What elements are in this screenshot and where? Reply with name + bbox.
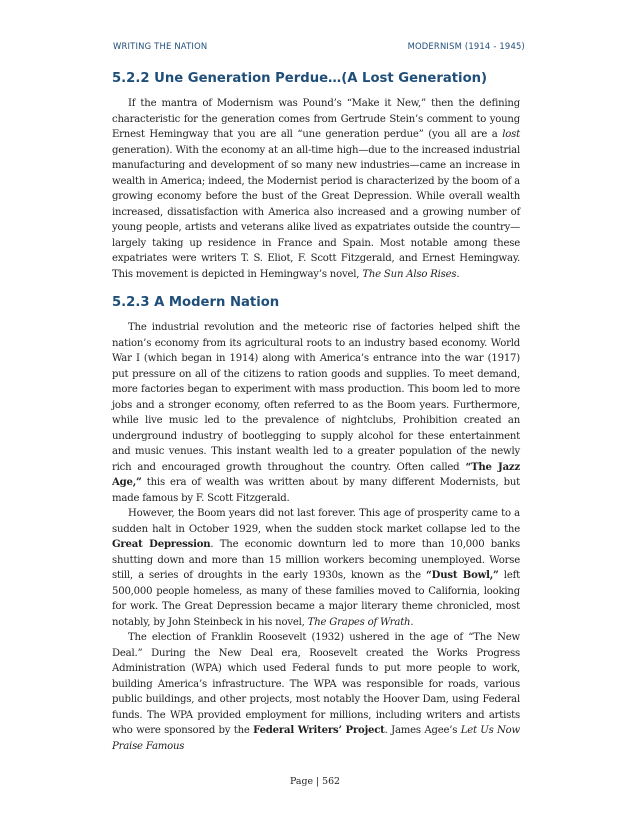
term-federal-writers-project: Federal Writers’ Project <box>253 725 385 736</box>
book-title-let-us-now-praise: Let Us Now Praise Famous <box>112 725 521 752</box>
term-great-depression: Great Depression <box>112 539 211 550</box>
section-heading-lost-generation: 5.2.2 Une Generation Perdue…(A Lost Generation) <box>112 71 488 86</box>
page-body <box>112 70 520 754</box>
book-title-sun-also-rises: The Sun Also Rises <box>362 268 457 280</box>
text-run: this era of wealth was written about by many different Modernists, but made famous by F. Scott Fitzgerald. <box>112 477 520 504</box>
paragraph-great-depression <box>112 506 520 630</box>
paragraph-lost-generation <box>112 96 520 282</box>
text-run: However, the Boom years did not last forever. This age of prosperity came to a sudden halt in October 1929, when the sudden stock market collapse led to the <box>112 508 520 535</box>
paragraph-industrial-revolution <box>112 320 520 506</box>
term-jazz-age: “The Jazz Age,” <box>112 461 520 488</box>
text-run: . James Agee’s <box>384 725 461 736</box>
term-dust-bowl: “Dust Bowl,” <box>426 570 499 581</box>
text-run: . <box>410 616 414 628</box>
text-run: left 500,000 people homeless, as many of these families moved to California, looking for work. The Great Depression became a major literary theme chronicled, most notably, by John Steinbeck in his novel, <box>112 570 521 628</box>
text-run: If the mantra of Modernism was Pound’s “Make it New,” then the defining characteristic for the generation comes from Gertrude Stein’s comment to young Ernest Hemingway that you are all “une generation perdue” (you all are a <box>112 98 520 140</box>
emphasis-lost: lost <box>502 129 520 140</box>
page-number: Page | 562 <box>289 776 341 787</box>
text-run: . <box>456 268 460 280</box>
text-run: The industrial revolution and the meteoric rise of factories helped shift the nation’s economy from its agricultural roots to an industry based economy. World War I (which began in 1914) along with America’s entrance into the war (1917) put pressure on all of the citizens to ration goods and supplies. To meet demand, more factories began to experiment with mass production. This boom led to more jobs and a stronger economy, often referred to as the Boom years. Furthermore, while live music led to the prevalence of nightclubs, Prohibition created an underground industry of bootlegging to supply alcohol for these entertainment and music venues. This instant wealth led to a greater population of the newly rich and encouraged growth throughout the country. Often called <box>112 322 520 473</box>
text-run: generation). With the economy at an all-time high—due to the increased industrial manufacturing and development of so many new industries—came an increase in wealth in America; indeed, the Modernist period is characterized by the boom of a growing economy before the bust of the Great Depression. While overall wealth increased, dissatisfaction with America also increased and a growing number of young people, artists and veterans alike lived as expatriates outside the country—largely taking up residence in France and Spain. Most notable among these expatriates were writers T. S. Eliot, F. Scott Fitzgerald, and Ernest Hemingway. This movement is depicted in Hemingway’s novel, <box>112 144 520 280</box>
paragraph-new-deal <box>112 630 520 754</box>
header-chapter-title: MODERNISM (1914 - 1945) <box>407 41 525 51</box>
text-run: The election of Franklin Roosevelt (1932) ushered in the age of “The New Deal.” During the New Deal era, Roosevelt created the Works Progress Administration (WPA) which used Federal funds to put more people to work, building America’s infrastructure. The WPA was responsible for roads, various public buildings, and other projects, most notably the Hoover Dam, using Federal funds. The WPA provided employment for millions, including writers and artists who were sponsored by the <box>112 632 520 736</box>
book-title-grapes-of-wrath: The Grapes of Wrath <box>307 616 411 628</box>
text-run: . The economic downturn led to more than 10,000 banks shutting down and more than 15 million workers becoming unemployed. Worse still, a series of droughts in the early 1930s, known as the <box>112 539 520 581</box>
header-book-title: WRITING THE NATION <box>113 41 208 51</box>
section-heading-modern-nation: 5.2.3 A Modern Nation <box>112 295 280 310</box>
